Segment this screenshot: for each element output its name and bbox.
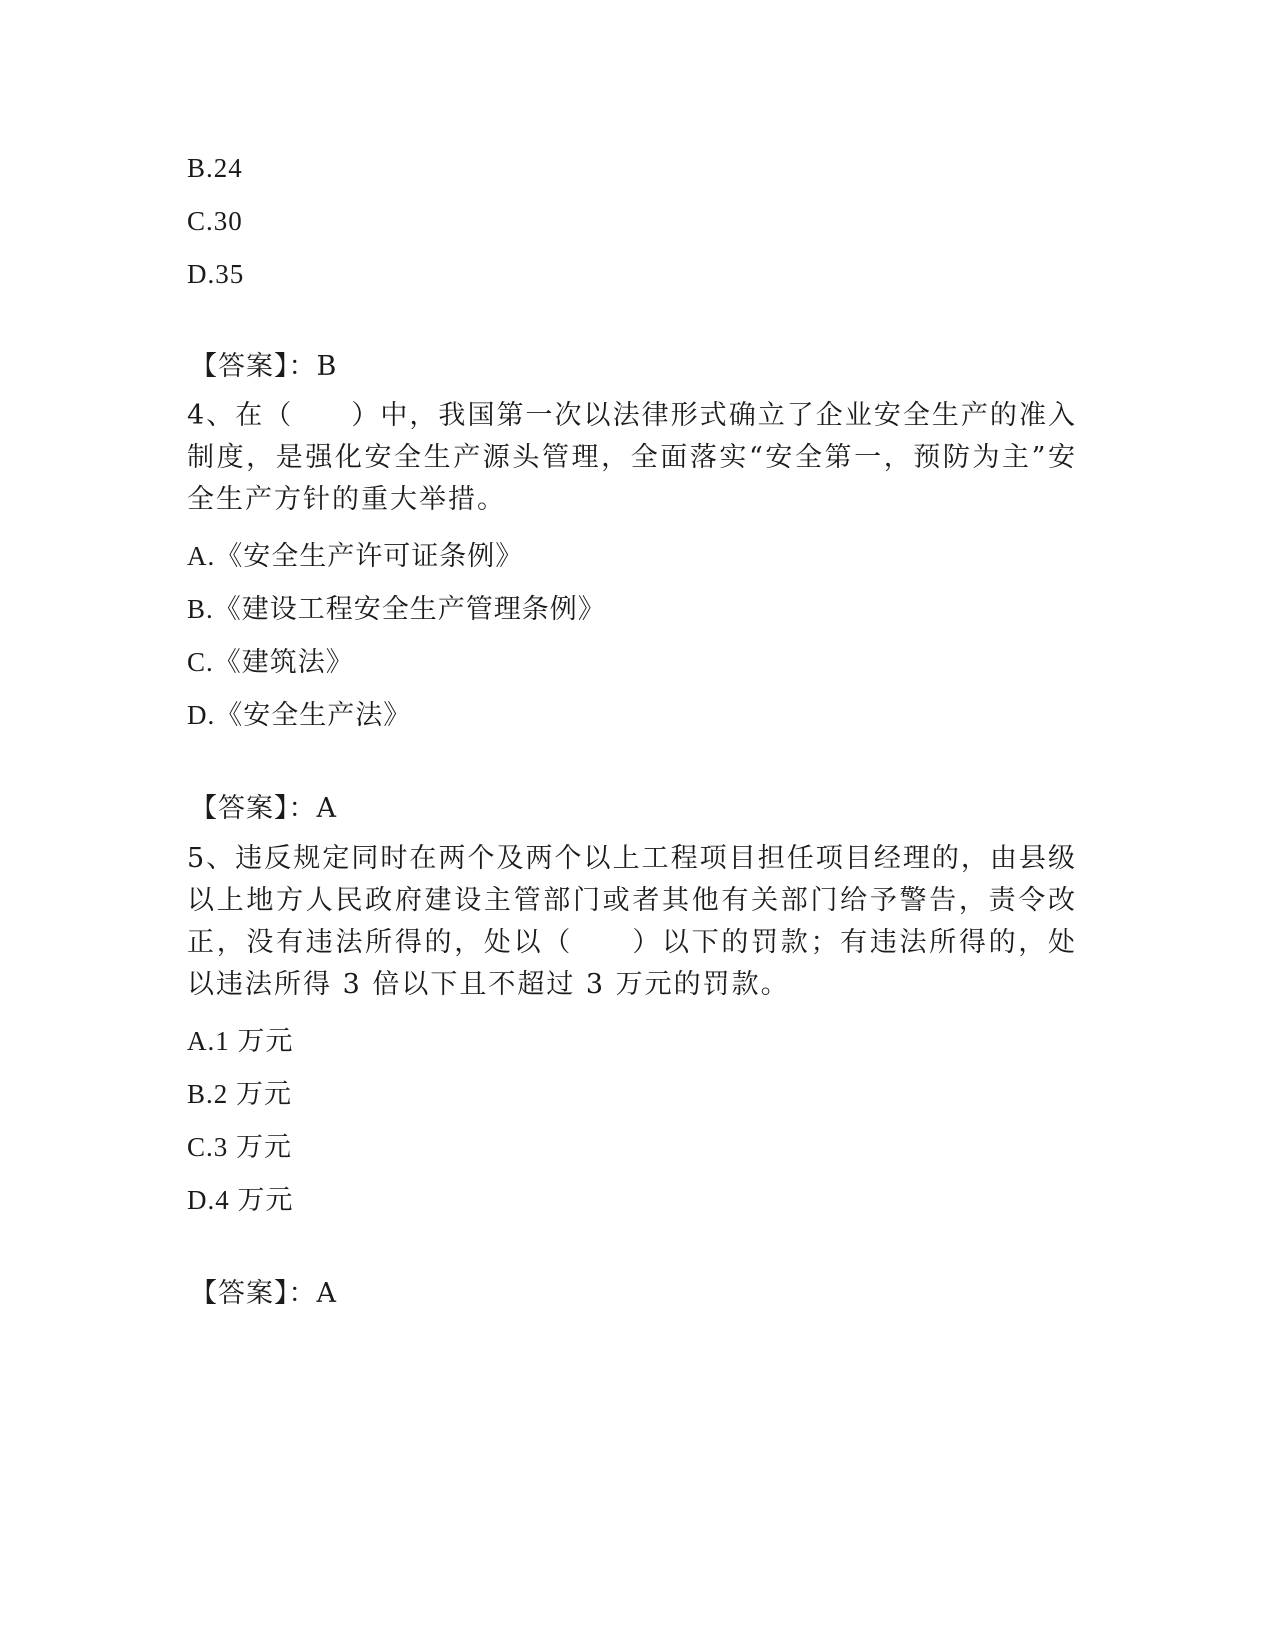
q5-option-a: A.1 万元 [187, 1026, 294, 1056]
q3-answer: 【答案】：B [190, 351, 338, 382]
q5-option-b: B.2 万元 [187, 1079, 293, 1109]
q5-option-c: C.3 万元 [187, 1132, 293, 1162]
q4-answer: 【答案】：A [190, 793, 337, 824]
q3-option-b: B.24 [187, 153, 243, 183]
q4-option-b: B.《建设工程安全生产管理条例》 [187, 594, 606, 624]
q5-option-d: D.4 万元 [187, 1185, 294, 1215]
q4-option-d: D.《安全生产法》 [187, 700, 412, 730]
q4-stem: 4、在（ ）中，我国第一次以法律形式确立了企业安全生产的准入制度，是强化安全生产源头管理，全面落实“安全第一，预防为主”安全生产方针的重大举措。 [187, 400, 1077, 515]
q4-option-a: A.《安全生产许可证条例》 [187, 541, 524, 571]
q5-answer: 【答案】：A [190, 1278, 337, 1309]
q5-stem: 5、违反规定同时在两个及两个以上工程项目担任项目经理的，由县级以上地方人民政府建设主管部门或者其他有关部门给予警告，责令改正，没有违法所得的，处以（ ）以下的罚款；有违法所得的，处以违法所得 3 倍以下且不超过 3 万元的罚款。 [187, 843, 1077, 1000]
q3-option-d: D.35 [187, 259, 245, 289]
q4-option-c: C.《建筑法》 [187, 647, 354, 677]
q3-option-c: C.30 [187, 206, 243, 236]
